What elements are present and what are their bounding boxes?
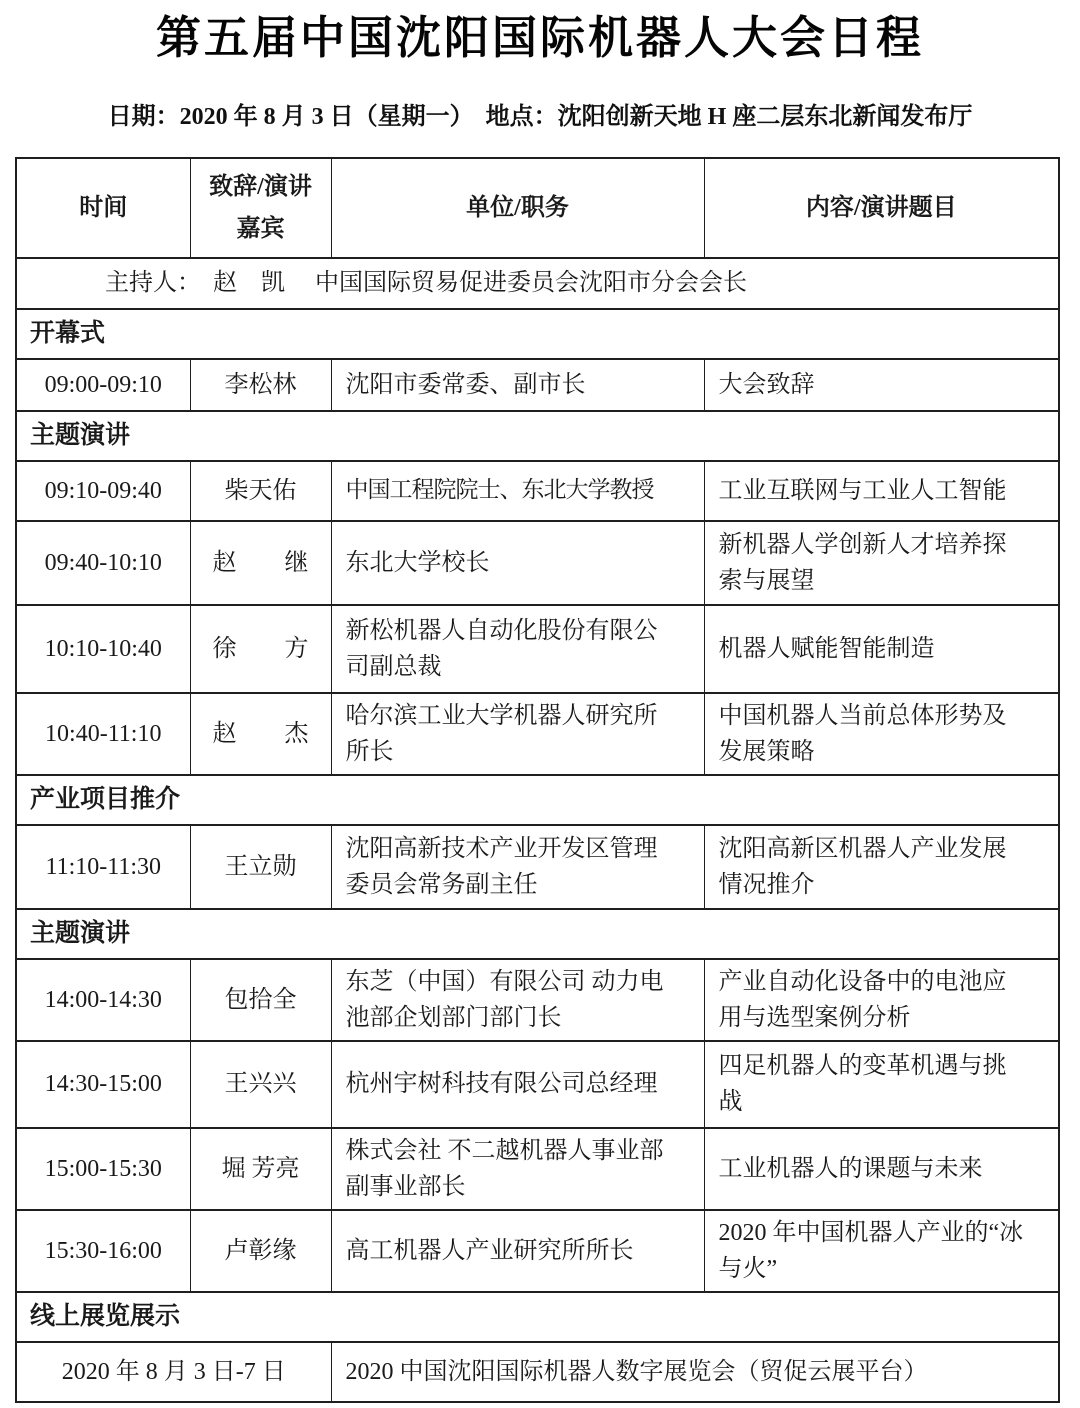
guest-cell: 王兴兴 [190, 1041, 331, 1128]
org-cell: 沈阳高新技术产业开发区管理委员会常务副主任 [331, 825, 704, 909]
table-row [16, 1210, 1059, 1292]
topic-cell: 沈阳高新区机器人产业发展情况推介 [704, 825, 1059, 909]
org-cell: 东芝（中国）有限公司 动力电池部企划部门部门长 [331, 959, 704, 1041]
section-label: 主题演讲 [16, 411, 1059, 461]
column-header-guest-line2: 嘉宾 [236, 215, 285, 242]
schedule-table [15, 157, 1060, 1403]
section-row-keynote-1 [16, 411, 1059, 461]
guest-cell: 卢彰缘 [190, 1210, 331, 1292]
header-row [16, 158, 1059, 258]
topic-cell: 中国机器人当前总体形势及发展策略 [704, 693, 1059, 775]
guest-cell: 李松林 [190, 359, 331, 411]
topic-cell: 2020 年中国机器人产业的“冰与火” [704, 1210, 1059, 1292]
host-text: 主持人： 赵 凯 中国国际贸易促进委员会沈阳市分会会长 [16, 258, 1059, 309]
table-row [16, 605, 1059, 693]
host-row [16, 258, 1059, 309]
guest-cell: 赵 杰 [190, 693, 331, 775]
topic-cell: 产业自动化设备中的电池应用与选型案例分析 [704, 959, 1059, 1041]
topic-cell: 工业机器人的课题与未来 [704, 1128, 1059, 1210]
guest-cell: 王立勋 [190, 825, 331, 909]
time-cell: 10:10-10:40 [16, 605, 190, 693]
section-row-industry-promo [16, 775, 1059, 825]
table-row [16, 1041, 1059, 1128]
column-header-guest [190, 158, 331, 258]
time-cell: 09:40-10:10 [16, 521, 190, 605]
guest-cell: 徐 方 [190, 605, 331, 693]
topic-cell: 新机器人学创新人才培养探索与展望 [704, 521, 1059, 605]
section-label: 主题演讲 [16, 909, 1059, 959]
section-row-online-expo [16, 1292, 1059, 1342]
time-cell: 09:10-09:40 [16, 461, 190, 521]
table-row [16, 1342, 1059, 1402]
time-cell: 09:00-09:10 [16, 359, 190, 411]
time-cell: 14:00-14:30 [16, 959, 190, 1041]
expo-date-cell: 2020 年 8 月 3 日-7 日 [16, 1342, 331, 1402]
expo-title-cell: 2020 中国沈阳国际机器人数字展览会（贸促云展平台） [331, 1342, 1059, 1402]
section-row-keynote-2 [16, 909, 1059, 959]
table-row [16, 825, 1059, 909]
date-location-line: 日期：2020 年 8 月 3 日（星期一） 地点：沈阳创新天地 H 座二层东北新闻发布厅 [107, 103, 973, 130]
section-label: 开幕式 [16, 309, 1059, 359]
column-header-topic: 内容/演讲题目 [704, 158, 1059, 258]
time-cell: 11:10-11:30 [16, 825, 190, 909]
guest-cell: 包拾全 [190, 959, 331, 1041]
table-row [16, 461, 1059, 521]
topic-cell: 工业互联网与工业人工智能 [704, 461, 1059, 521]
table-row [16, 521, 1059, 605]
table-row [16, 959, 1059, 1041]
guest-cell: 赵 继 [190, 521, 331, 605]
guest-cell: 柴天佑 [190, 461, 331, 521]
column-header-org: 单位/职务 [331, 158, 704, 258]
section-label: 产业项目推介 [16, 775, 1059, 825]
org-cell: 杭州宇树科技有限公司总经理 [331, 1041, 704, 1128]
topic-cell: 四足机器人的变革机遇与挑战 [704, 1041, 1059, 1128]
org-cell: 东北大学校长 [331, 521, 704, 605]
column-header-time: 时间 [16, 158, 190, 258]
table-row [16, 359, 1059, 411]
table-row [16, 1128, 1059, 1210]
time-cell: 15:30-16:00 [16, 1210, 190, 1292]
section-label: 线上展览展示 [16, 1292, 1059, 1342]
topic-cell: 机器人赋能智能制造 [704, 605, 1059, 693]
org-cell: 高工机器人产业研究所所长 [331, 1210, 704, 1292]
topic-cell: 大会致辞 [704, 359, 1059, 411]
table-row [16, 693, 1059, 775]
time-cell: 15:00-15:30 [16, 1128, 190, 1210]
page-title: 第五届中国沈阳国际机器人大会日程 [155, 13, 924, 63]
org-cell: 哈尔滨工业大学机器人研究所所长 [331, 693, 704, 775]
column-header-guest-line1: 致辞/演讲 [209, 173, 312, 200]
time-cell: 10:40-11:10 [16, 693, 190, 775]
time-cell: 14:30-15:00 [16, 1041, 190, 1128]
org-cell: 新松机器人自动化股份有限公司副总裁 [331, 605, 704, 693]
org-cell: 沈阳市委常委、副市长 [331, 359, 704, 411]
org-cell: 中国工程院院士、东北大学教授 [331, 461, 704, 521]
guest-cell: 堀 芳亮 [190, 1128, 331, 1210]
org-cell: 株式会社 不二越机器人事业部副事业部长 [331, 1128, 704, 1210]
section-row-opening [16, 309, 1059, 359]
